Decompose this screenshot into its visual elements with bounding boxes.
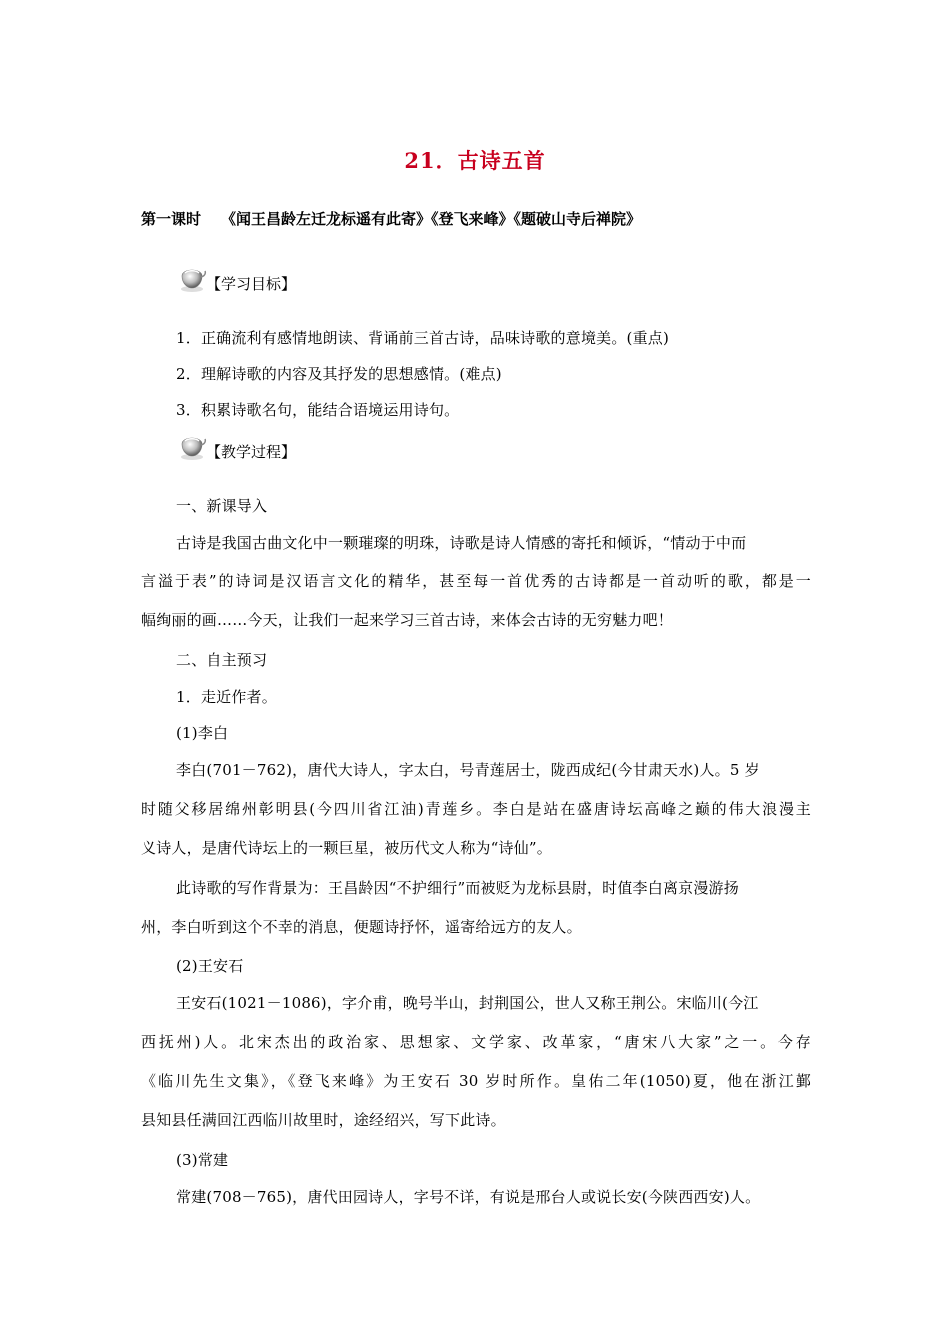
intro-line: 古诗是我国古曲文化中一颗璀璨的明珠，诗歌是诗人情感的寄托和倾诉，“情动于中而 (176, 534, 747, 552)
wang-line: 县知县任满回江西临川故里时，途经绍兴，写下此诗。 (141, 1111, 506, 1129)
background-line: 此诗歌的写作背景为：王昌龄因“不护细行”而被贬为龙标县尉，时值李白离京漫游扬 (176, 879, 739, 897)
wang-heading: (2)王安石 (176, 957, 244, 975)
intro-line: 言溢于表”的诗词是汉语言文化的精华，甚至每一首优秀的古诗都是一首动听的歌，都是一 (141, 572, 811, 590)
teapot-icon (176, 262, 208, 294)
section-process-heading (176, 430, 296, 462)
goal-item: 3．积累诗歌名句，能结合语境运用诗句。 (176, 401, 460, 419)
libai-line: 时随父移居绵州彰明县(今四川省江油)青莲乡。李白是站在盛唐诗坛高峰之巅的伟大浪漫主 (141, 800, 811, 818)
chang-heading: (3)常建 (176, 1151, 229, 1169)
lesson-label: 第一课时 (141, 210, 202, 228)
goal-item: 1．正确流利有感情地朗读、背诵前三首古诗，品味诗歌的意境美。(重点) (176, 329, 670, 347)
part1-heading: 一、新课导入 (176, 497, 268, 515)
wang-line: 西抚州)人。北宋杰出的政治家、思想家、文学家、改革家，“唐宋八大家”之一。今存 (141, 1033, 811, 1051)
libai-line: 义诗人，是唐代诗坛上的一颗巨星，被历代文人称为“诗仙”。 (141, 839, 552, 857)
document-title: 21．古诗五首 (404, 148, 546, 173)
section-process-label: 【教学过程】 (206, 443, 297, 461)
wang-line: 王安石(1021－1086)，字介甫，晚号半山，封荆国公，世人又称王荆公。宋临川(今江 (176, 994, 759, 1012)
libai-line: 李白(701－762)，唐代大诗人，字太白，号青莲居士，陇西成纪(今甘肃天水)人。5 岁 (176, 761, 760, 779)
part2-heading: 二、自主预习 (176, 651, 268, 669)
libai-heading: (1)李白 (176, 724, 229, 742)
lesson-poem-titles: 《闻王昌龄左迁龙标遥有此寄》《登飞来峰》《题破山寺后禅院》 (221, 210, 642, 228)
chang-line: 常建(708－765)，唐代田园诗人，字号不详，有说是邢台人或说长安(今陕西西安)人。 (176, 1188, 761, 1206)
background-line: 州，李白听到这个不幸的消息，便题诗抒怀，遥寄给远方的友人。 (141, 918, 582, 936)
lesson-heading (141, 208, 641, 229)
section-goals-heading (176, 262, 296, 294)
intro-line: 幅绚丽的画……今天，让我们一起来学习三首古诗，来体会古诗的无穷魅力吧！ (141, 611, 674, 629)
teapot-icon (176, 430, 208, 462)
section-goals-label: 【学习目标】 (206, 275, 297, 293)
wang-line: 《临川先生文集》，《登飞来峰》为王安石 30 岁时所作。皇佑二年(1050)夏，他在浙江鄞 (141, 1072, 811, 1090)
item1-heading: 1．走近作者。 (176, 688, 277, 706)
goal-item: 2．理解诗歌的内容及其抒发的思想感情。(难点) (176, 365, 502, 383)
